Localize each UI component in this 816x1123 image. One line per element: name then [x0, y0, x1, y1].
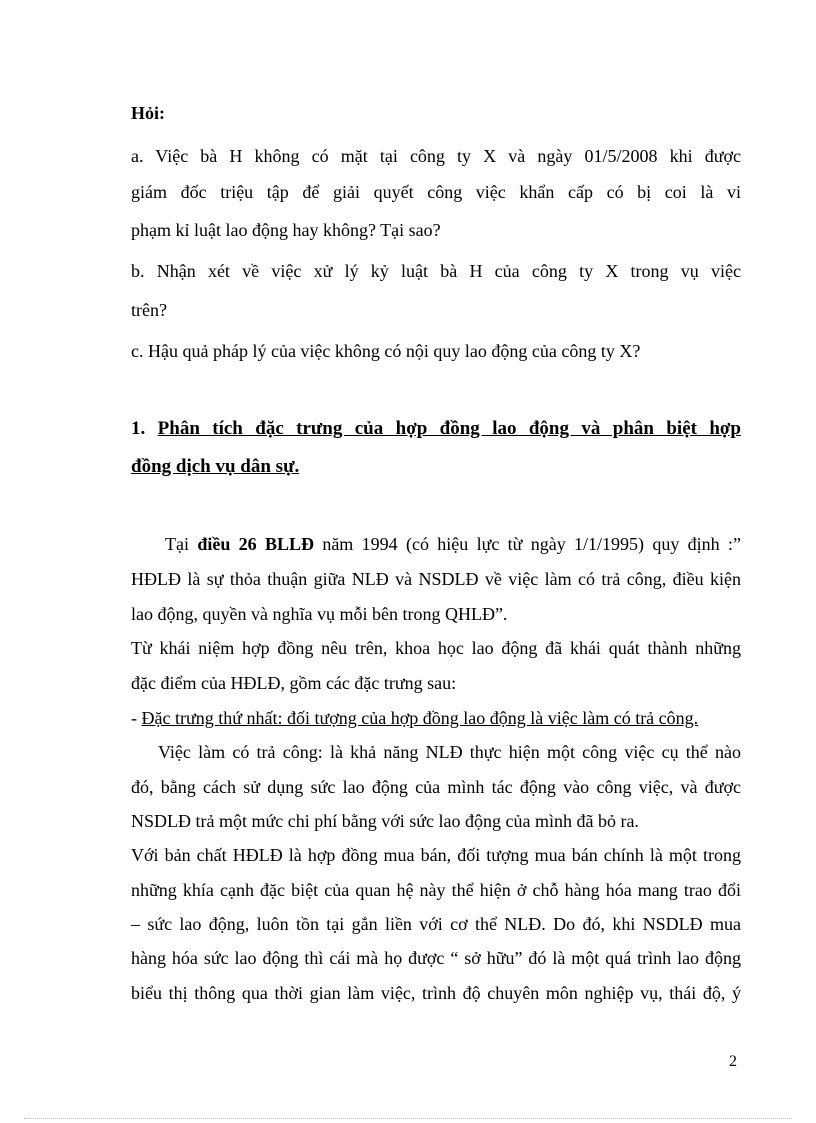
question-a-line-1: a. Việc bà H không có mặt tại công ty X và ngày 01/5/2008 khi được [131, 146, 741, 166]
paragraph-4-line-3: – sức lao động, luôn tồn tại gắn liền với cơ thể NLĐ. Do đó, khi NSDLĐ mua [131, 914, 741, 934]
p1-article-reference: điều 26 BLLĐ [197, 534, 314, 554]
question-b-line-2: trên? [131, 300, 167, 320]
questions-heading: Hỏi: [131, 103, 165, 123]
paragraph-3-line-3: NSDLĐ trả một mức chi phí bằng với sức lao động của mình đã bỏ ra. [131, 811, 639, 831]
question-a-line-2: giám đốc triệu tập để giải quyết công việc khẩn cấp có bị coi là vi [131, 182, 741, 202]
section-title-line-2: đồng dịch vụ dân sự. [131, 456, 300, 477]
paragraph-3-line-2: đó, bằng cách sử dụng sức lao động của mình tác động vào công việc, và được [131, 777, 741, 797]
paragraph-4-line-1: Với bản chất HĐLĐ là hợp đồng mua bán, đối tượng mua bán chính là một trong [131, 845, 741, 865]
page-number: 2 [729, 1053, 737, 1070]
paragraph-4-line-2: những khía cạnh đặc biệt của quan hệ này thể hiện ở chỗ hàng hóa mang trao đổi [131, 880, 741, 900]
paragraph-1-line-3: lao động, quyền và nghĩa vụ mỗi bên trong QHLĐ”. [131, 604, 508, 624]
paragraph-1-line-2: HĐLĐ là sự thỏa thuận giữa NLĐ và NSDLĐ về việc làm có trả công, điều kiện [131, 569, 741, 589]
section-number: 1. [131, 418, 146, 439]
question-c-line-1: c. Hậu quả pháp lý của việc không có nội quy lao động của công ty X? [131, 341, 641, 361]
question-b-line-1: b. Nhận xét về việc xử lý kỷ luật bà H của công ty X trong vụ việc [131, 261, 741, 281]
section-heading-line-2 [131, 455, 741, 479]
feature-dash: - [131, 708, 142, 728]
p1-rest: năm 1994 (có hiệu lực từ ngày 1/1/1995) quy định :” [314, 534, 741, 554]
paragraph-2-line-1: Từ khái niệm hợp đồng nêu trên, khoa học lao động đã khái quát thành những [131, 638, 741, 658]
paragraph-1-line-1 [165, 532, 741, 556]
paragraph-3-line-1: Việc làm có trả công: là khả năng NLĐ thực hiện một công việc cụ thể nào [158, 742, 741, 762]
footer-divider [24, 1118, 792, 1119]
paragraph-2-line-2: đặc điểm của HĐLĐ, gồm các đặc trưng sau: [131, 673, 457, 693]
p1-prefix: Tại [165, 534, 198, 554]
feature-1-line [131, 706, 741, 730]
feature-1-title: Đặc trưng thứ nhất: đối tượng của hợp đồng lao động là việc làm có trả công. [141, 708, 699, 728]
paragraph-4-line-5: biểu thị thông qua thời gian làm việc, trình độ chuyên môn nghiệp vụ, thái độ, ý [131, 983, 741, 1003]
paragraph-4-line-4: hàng hóa sức lao động thì cái mà họ được “ sở hữu” đó là một quá trình lao động [131, 948, 741, 968]
section-title-line-1: Phân tích đặc trưng của hợp đồng lao động và phân biệt hợp [157, 418, 741, 439]
question-a-line-3: phạm kỉ luật lao động hay không? Tại sao? [131, 220, 441, 240]
section-heading-line-1 [131, 417, 741, 441]
